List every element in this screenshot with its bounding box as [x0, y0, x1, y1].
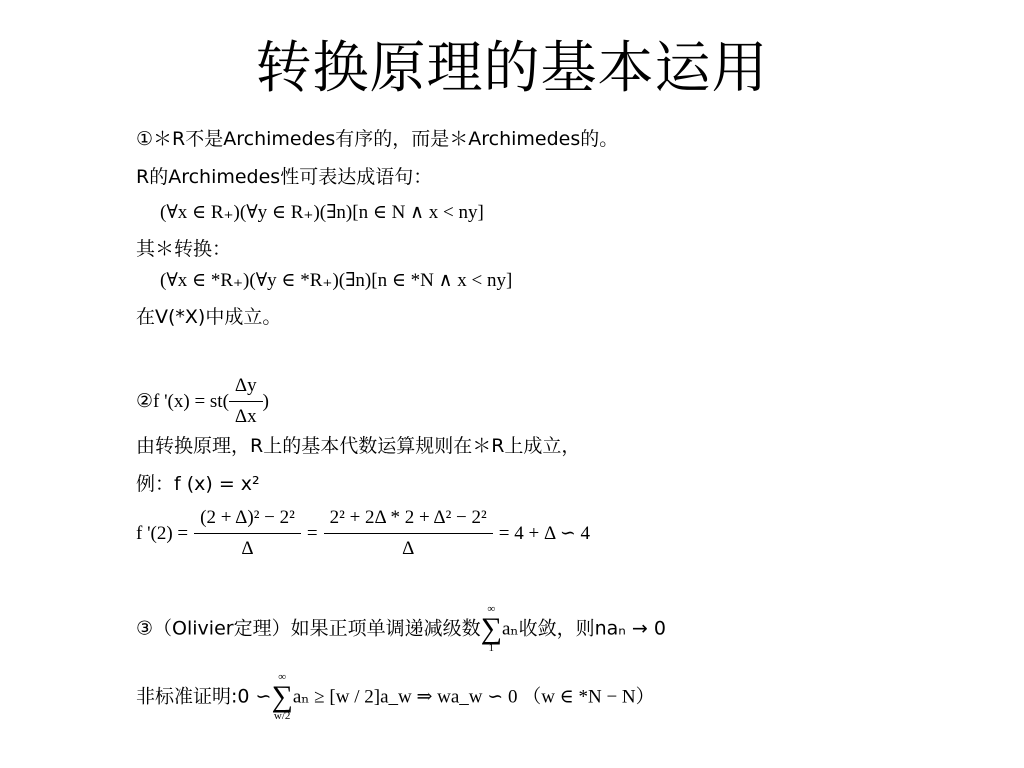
example-suffix: = 4 + Δ ∽ 4 [498, 523, 591, 544]
fraction-2 [324, 506, 493, 561]
summation-2 [271, 672, 292, 722]
summation-1 [481, 604, 502, 654]
fraction-2-numerator: 2² + 2Δ * 2 + Δ² − 2² [324, 506, 493, 534]
summation-2-lower: w/2 [273, 710, 291, 722]
summation-1-upper: ∞ [487, 603, 496, 615]
summation-1-lower: 1 [488, 642, 495, 654]
sigma-icon: ∑ [271, 680, 293, 713]
example-formula [136, 506, 590, 561]
formula-transfer: (∀x ∈ *R₊)(∀y ∈ *R₊)(∃n)[n ∈ *N ∧ x < ny] [160, 270, 513, 291]
nonstandard-proof [136, 672, 655, 722]
text-line-9: 例：f (x) = x² [136, 473, 260, 495]
fraction-2-denominator: Δ [402, 538, 415, 559]
equals-sign: = [306, 523, 318, 544]
fraction-dy-dx [229, 374, 263, 429]
fraction-1-numerator: (2 + Δ)² − 2² [194, 506, 301, 534]
olivier-suffix: 收敛，则naₙ → 0 [518, 617, 666, 640]
formula-archimedes: (∀x ∈ R₊)(∀y ∈ R₊)(∃n)[n ∈ N ∧ x < ny] [160, 202, 484, 223]
derivative-prefix: ②f '(x) = st( [136, 391, 229, 412]
example-prefix: f '(2) = [136, 523, 189, 544]
text-line-6: 在V(*X)中成立。 [136, 306, 282, 328]
series-term: aₙ [501, 618, 519, 640]
derivative-formula [136, 374, 269, 429]
fraction-numerator: Δy [229, 374, 263, 402]
fraction-1-denominator: Δ [241, 538, 254, 559]
olivier-theorem [136, 604, 666, 654]
text-line-1: ①＊R不是Archimedes有序的，而是＊Archimedes的。 [136, 128, 619, 150]
olivier-prefix: ③（Olivier定理）如果正项单调递减级数 [136, 617, 481, 640]
page-title: 转换原理的基本运用 [255, 36, 769, 101]
fraction-denominator: Δx [234, 406, 257, 427]
text-line-2: R的Archimedes性可表达成语句： [136, 166, 433, 188]
summation-2-upper: ∞ [278, 671, 287, 683]
fraction-1 [194, 506, 301, 561]
proof-suffix: aₙ ≥ [w / 2]a_w ⇒ wa_w ∽ 0 （w ∈ *N − N） [292, 686, 655, 708]
text-line-8: 由转换原理，R上的基本代数运算规则在＊R上成立， [136, 435, 581, 457]
derivative-suffix: ) [262, 391, 269, 412]
proof-prefix: 非标准证明:0 ∽ [136, 685, 272, 708]
text-line-4: 其＊转换： [136, 238, 232, 260]
sigma-icon: ∑ [480, 612, 502, 645]
